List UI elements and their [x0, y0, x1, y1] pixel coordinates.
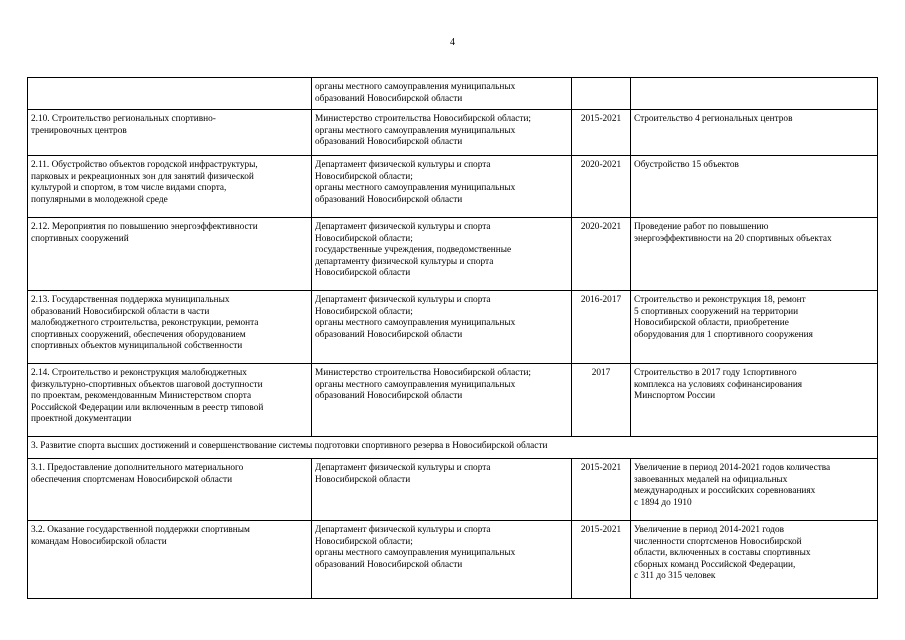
result-cell: Увеличение в период 2014-2021 годов количества завоеванных медалей на официальных международных и российских соревнованиях с 1894 до 1910	[631, 459, 878, 521]
table-row	[28, 459, 878, 521]
table-row	[28, 291, 878, 364]
period-cell	[572, 78, 631, 110]
section-header-row	[28, 437, 878, 459]
result-cell: Увеличение в период 2014-2021 годов численности спортсменов Новосибирской области, включенных в составы спортивных сборных команд Российской Федерации, с 311 до 315 человек	[631, 521, 878, 599]
executor-cell: Департамент физической культуры и спорта Новосибирской области; органы местного самоуправления муниципальных образований Новосибирской области	[312, 521, 572, 599]
period-cell: 2017	[572, 364, 631, 437]
measure-cell	[28, 78, 312, 110]
executor-cell: органы местного самоуправления муниципальных образований Новосибирской области	[312, 78, 572, 110]
period-cell: 2016-2017	[572, 291, 631, 364]
table-row	[28, 110, 878, 156]
period-cell: 2015-2021	[572, 110, 631, 156]
table-row	[28, 364, 878, 437]
executor-cell: Министерство строительства Новосибирской области; органы местного самоуправления муниципальных образований Новосибирской области	[312, 110, 572, 156]
measure-cell: 2.13. Государственная поддержка муниципальных образований Новосибирской области в части малобюджетного строительства, реконструкции, ремонта спортивных сооружений, обеспечения оборудованием спортивных объектов муниципальной собственности	[28, 291, 312, 364]
period-cell: 2015-2021	[572, 459, 631, 521]
measure-cell: 3.2. Оказание государственной поддержки спортивным командам Новосибирской области	[28, 521, 312, 599]
measure-cell: 2.14. Строительство и реконструкция малобюджетных физкультурно-спортивных объектов шаговой доступности по проектам, рекомендованным Министерством спорта Российской Федерации или включенным в реестр типовой проектной документации	[28, 364, 312, 437]
table-row	[28, 78, 878, 110]
measure-cell: 3.1. Предоставление дополнительного материального обеспечения спортсменам Новосибирской области	[28, 459, 312, 521]
measures-table	[27, 77, 878, 599]
period-cell: 2020-2021	[572, 218, 631, 291]
result-cell: Строительство в 2017 году 1спортивного комплекса на условиях софинансирования Минспортом России	[631, 364, 878, 437]
page-number: 4	[450, 37, 455, 48]
result-cell: Строительство 4 региональных центров	[631, 110, 878, 156]
period-cell: 2020-2021	[572, 156, 631, 218]
period-cell: 2015-2021	[572, 521, 631, 599]
measure-cell: 2.11. Обустройство объектов городской инфраструктуры, парковых и рекреационных зон для занятий физической культурой и спортом, в том числе видами спорта, популярными в молодежной среде	[28, 156, 312, 218]
executor-cell: Департамент физической культуры и спорта Новосибирской области; государственные учреждения, подведомственные департаменту физической культуры и спорта Новосибирской области	[312, 218, 572, 291]
table-row	[28, 156, 878, 218]
table-row	[28, 218, 878, 291]
executor-cell: Министерство строительства Новосибирской области; органы местного самоуправления муниципальных образований Новосибирской области	[312, 364, 572, 437]
table-row	[28, 521, 878, 599]
result-cell: Строительство и реконструкция 18, ремонт 5 спортивных сооружений на территории Новосибирской области, приобретение оборудования для 1 спортивного сооружения	[631, 291, 878, 364]
section-heading: 3. Развитие спорта высших достижений и совершенствование системы подготовки спортивного резерва в Новосибирской области	[28, 437, 878, 459]
result-cell	[631, 78, 878, 110]
measure-cell: 2.10. Строительство региональных спортивно- тренировочных центров	[28, 110, 312, 156]
result-cell: Проведение работ по повышению энергоэффективности на 20 спортивных объектах	[631, 218, 878, 291]
executor-cell: Департамент физической культуры и спорта Новосибирской области; органы местного самоуправления муниципальных образований Новосибирской области	[312, 156, 572, 218]
result-cell: Обустройство 15 объектов	[631, 156, 878, 218]
executor-cell: Департамент физической культуры и спорта Новосибирской области	[312, 459, 572, 521]
executor-cell: Департамент физической культуры и спорта Новосибирской области; органы местного самоуправления муниципальных образований Новосибирской области	[312, 291, 572, 364]
measure-cell: 2.12. Мероприятия по повышению энергоэффективности спортивных сооружений	[28, 218, 312, 291]
